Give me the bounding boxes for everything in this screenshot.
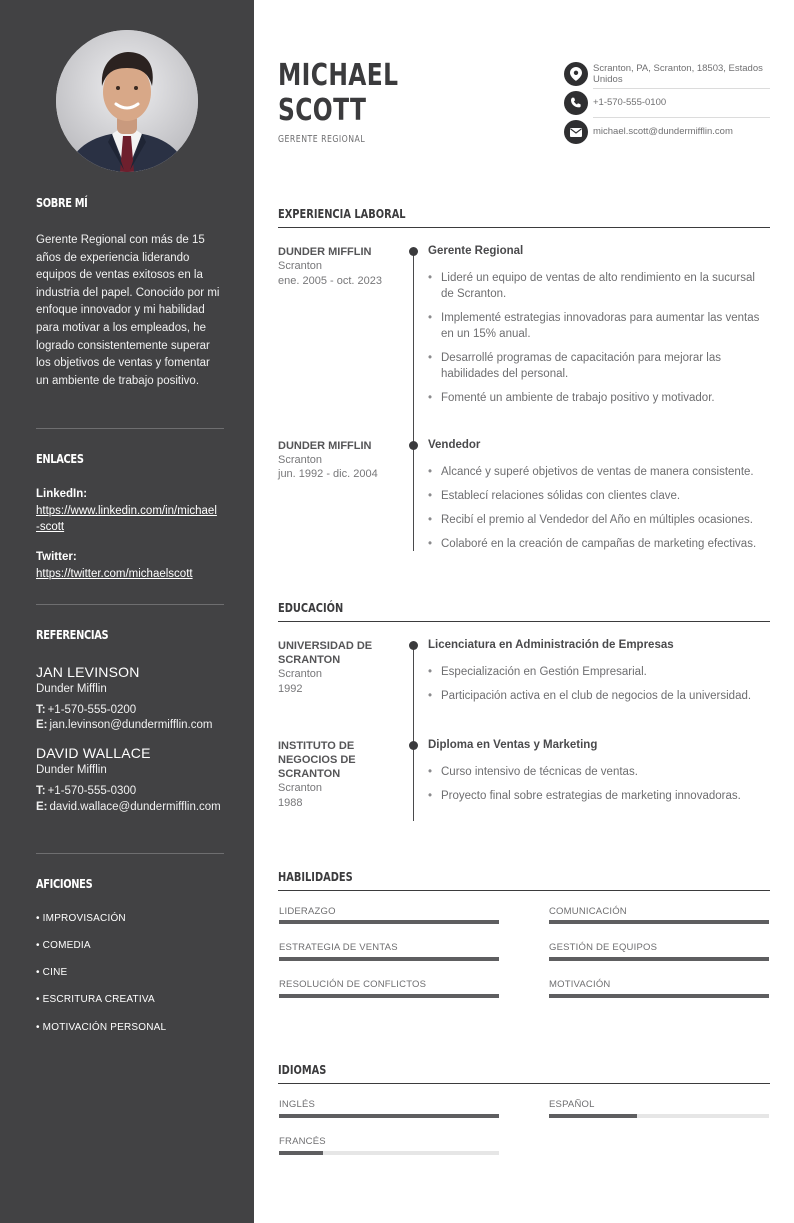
- skill-label: MOTIVACIÓN: [549, 979, 611, 990]
- language-bar-fill: [279, 1114, 499, 1118]
- language-bar-fill: [549, 1114, 637, 1118]
- address-text: Scranton, PA, Scranton, 18503, Estados Unidos: [593, 62, 763, 85]
- experience-bullet: • Implementé estrategias innovadoras para aumentar las ventas en un 15% anual.: [428, 310, 770, 342]
- experience-location: Scranton: [278, 454, 323, 466]
- education-bullet: • Participación activa en el club de negocios de la universidad.: [428, 688, 770, 704]
- skill-bar-fill: [279, 957, 499, 961]
- phone-text: +1-570-555-0100: [593, 97, 667, 109]
- hobbies-heading: AFICIONES: [36, 877, 93, 891]
- skill-label: GESTIÓN DE EQUIPOS: [549, 942, 658, 953]
- reference-company: Dunder Mifflin: [36, 683, 107, 695]
- skill-bar: [549, 920, 769, 924]
- skill-bar-fill: [549, 957, 769, 961]
- skill-bar-fill: [549, 994, 769, 998]
- last-name: SCOTT: [278, 93, 367, 128]
- experience-role: Vendedor: [428, 439, 481, 451]
- timeline-dot: [409, 641, 418, 650]
- language-label: ESPAÑOL: [549, 1099, 595, 1110]
- linkedin-label: LinkedIn:: [36, 488, 88, 500]
- reference-email-value: david.wallace@dundermifflin.com: [49, 801, 221, 813]
- skill-bar-fill: [549, 920, 769, 924]
- reference-email-value: jan.levinson@dundermifflin.com: [49, 719, 213, 731]
- experience-timeline: [413, 251, 414, 551]
- experience-bullet: • Fomenté un ambiente de trabajo positivo y motivador.: [428, 390, 770, 406]
- experience-bullet: • Recibí el premio al Vendedor del Año en múltiples ocasiones.: [428, 512, 770, 528]
- skill-label: ESTRATEGIA DE VENTAS: [279, 942, 398, 953]
- languages-heading: IDIOMAS: [278, 1063, 327, 1077]
- education-year: 1988: [278, 797, 303, 809]
- timeline-dot: [409, 441, 418, 450]
- hobby-item: • IMPROVISACIÓN: [36, 913, 126, 924]
- timeline-dot: [409, 741, 418, 750]
- experience-bullet: • Establecí relaciones sólidas con clientes clave.: [428, 488, 770, 504]
- experience-bullet: • Lideré un equipo de ventas de alto rendimiento en la sucursal de Scranton.: [428, 270, 770, 302]
- skill-label: RESOLUCIÓN DE CONFLICTOS: [279, 979, 427, 990]
- hobby-item: • ESCRITURA CREATIVA: [36, 994, 155, 1005]
- skill-bar: [279, 994, 499, 998]
- reference-company: Dunder Mifflin: [36, 764, 107, 776]
- experience-location: Scranton: [278, 260, 323, 272]
- experience-heading: EXPERIENCIA LABORAL: [278, 207, 406, 221]
- reference-name: JAN LEVINSON: [36, 664, 140, 680]
- reference-phone: [36, 702, 224, 718]
- experience-role: Gerente Regional: [428, 245, 524, 257]
- education-degree: Diploma en Ventas y Marketing: [428, 739, 598, 751]
- skill-bar: [279, 920, 499, 924]
- education-location: Scranton: [278, 668, 323, 680]
- reference-phone-value: +1-570-555-0200: [47, 704, 137, 716]
- education-institution: UNIVERSIDAD DE SCRANTON: [278, 640, 373, 666]
- timeline-dot: [409, 247, 418, 256]
- education-bullet: • Curso intensivo de técnicas de ventas.: [428, 764, 770, 780]
- hobby-item: • CINE: [36, 967, 68, 978]
- email-label: E:: [36, 801, 48, 813]
- experience-bullet: • Alcancé y superé objetivos de ventas de manera consistente.: [428, 464, 770, 480]
- language-label: FRANCÉS: [279, 1136, 326, 1147]
- experience-company: DUNDER MIFFLIN: [278, 246, 372, 258]
- language-bar: [279, 1151, 499, 1155]
- sidebar-divider: [36, 428, 224, 429]
- job-title: GERENTE REGIONAL: [278, 134, 366, 145]
- skill-label: COMUNICACIÓN: [549, 906, 627, 917]
- section-rule: [278, 1083, 770, 1084]
- section-rule: [278, 890, 770, 891]
- section-rule: [278, 227, 770, 228]
- education-institution: INSTITUTO DE NEGOCIOS DE SCRANTON: [278, 740, 356, 780]
- skill-bar: [279, 957, 499, 961]
- education-heading: EDUCACIÓN: [278, 601, 344, 615]
- contact-email: [564, 120, 770, 144]
- contact-divider: [593, 88, 770, 89]
- linkedin-link[interactable]: https://www.linkedin.com/in/michael-scott: [36, 505, 217, 533]
- skill-bar-fill: [279, 920, 499, 924]
- education-location: Scranton: [278, 782, 323, 794]
- skill-bar-fill: [279, 994, 499, 998]
- education-degree: Licenciatura en Administración de Empresas: [428, 639, 674, 651]
- skill-bar: [549, 994, 769, 998]
- phone-label: T:: [36, 704, 46, 716]
- language-bar: [279, 1114, 499, 1118]
- profile-photo: [56, 30, 198, 172]
- education-bullet: • Especialización en Gestión Empresarial.: [428, 664, 770, 680]
- hobby-item: • MOTIVACIÓN PERSONAL: [36, 1022, 167, 1033]
- skill-bar: [549, 957, 769, 961]
- contact-phone: [564, 91, 770, 115]
- section-rule: [278, 621, 770, 622]
- education-timeline: [413, 645, 414, 821]
- about-text: Gerente Regional con más de 15 años de experiencia liderando equipos de ventas exitosos en la industria del papel. Conocido por mi enfoque innovador y mi habilidad para motivar a los empleados, he logrado consistentemente superar los objetivos de ventas y fomentar un ambiente de trabajo positivo.: [36, 234, 220, 387]
- experience-bullet: • Desarrollé programas de capacitación para mejorar las habilidades del personal.: [428, 350, 770, 382]
- experience-company: DUNDER MIFFLIN: [278, 440, 372, 452]
- links-heading: ENLACES: [36, 452, 84, 466]
- language-bar-fill: [279, 1151, 323, 1155]
- avatar: [56, 30, 198, 172]
- location-pin-icon: [564, 62, 588, 86]
- reference-email: [36, 799, 224, 815]
- reference-phone-value: +1-570-555-0300: [47, 785, 137, 797]
- education-year: 1992: [278, 683, 303, 695]
- phone-icon: [564, 91, 588, 115]
- experience-bullet: • Colaboré en la creación de campañas de marketing efectivas.: [428, 536, 770, 552]
- reference-email: [36, 717, 224, 733]
- email-label: E:: [36, 719, 48, 731]
- experience-dates: ene. 2005 - oct. 2023: [278, 275, 382, 287]
- language-bar: [549, 1114, 769, 1118]
- references-heading: REFERENCIAS: [36, 628, 109, 642]
- first-name: MICHAEL: [278, 58, 399, 93]
- sidebar-divider: [36, 853, 224, 854]
- about-heading: SOBRE MÍ: [36, 196, 88, 210]
- contact-address: [564, 62, 770, 86]
- sidebar-divider: [36, 604, 224, 605]
- education-bullet: • Proyecto final sobre estrategias de marketing innovadoras.: [428, 788, 770, 804]
- candidate-name: [278, 58, 398, 128]
- skill-label: LIDERAZGO: [279, 906, 336, 917]
- envelope-icon: [564, 120, 588, 144]
- twitter-label: Twitter:: [36, 551, 77, 563]
- reference-phone: [36, 783, 224, 799]
- email-text: michael.scott@dundermifflin.com: [593, 126, 733, 138]
- hobby-item: • COMEDIA: [36, 940, 91, 951]
- language-label: INGLÉS: [279, 1099, 316, 1110]
- experience-dates: jun. 1992 - dic. 2004: [278, 468, 378, 480]
- sidebar: [0, 0, 254, 1223]
- reference-name: DAVID WALLACE: [36, 745, 151, 761]
- skills-heading: HABILIDADES: [278, 870, 353, 884]
- phone-label: T:: [36, 785, 46, 797]
- twitter-link[interactable]: https://twitter.com/michaelscott: [36, 568, 193, 580]
- contact-divider: [593, 117, 770, 118]
